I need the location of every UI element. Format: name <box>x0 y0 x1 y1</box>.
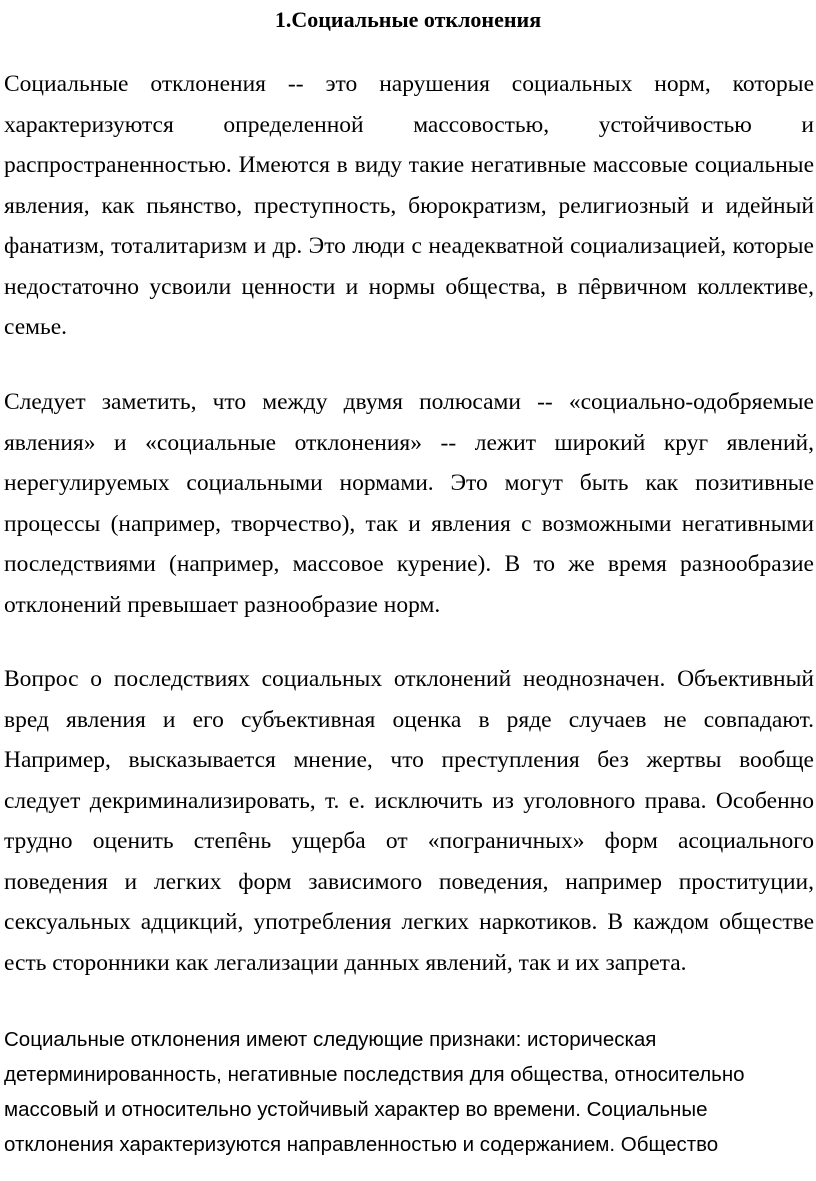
paragraph-consequences: Вопрос о последствиях социальных отклонений неоднозначен. Объективный вред явления и его субъективная оценка в ряде случаев не совпадают. Например, высказывается мнение, что преступления без жертвы вообще следует декриминализировать, т. е. исключить из уголовного права. Особенно трудно оценить степȇнь ущерба от «пограничных» форм асоциального поведения и легких форм зависимого поведения, например проституции, сексуальных адцикций, употребления легких наркотиков. В каждом обществе есть сторонники как легализации данных явлений, так и их запрета. <box>4 666 814 976</box>
paragraph-signs: Социальные отклонения имеют следующие признаки: историческая детерминированность, негативные последствия для общества, относительно массовый и относительно устойчивый характер во времени. Социальные отклонения характеризуются направленностью и содержанием. Общество <box>4 1028 745 1156</box>
paragraph-between-poles: Следует заметить, что между двумя полюсами -- «социально-одобряемые явления» и «социальные отклонения» -- лежит широкий круг явлений, нерегулируемых социальными нормами. Это могут быть как позитивные процессы (например, творчество), так и явления с возможными негативными последствиями (например, массовое курение). В то же время разнообразие отклонений превышает разнообразие норм. <box>4 389 814 618</box>
paragraph-definition: Социальные отклонения -- это нарушения социальных норм, которые характеризуются определенной массовостью, устойчивостью и распространенностью. Имеются в виду такие негативные массовые социальные явления, как пьянство, преступность, бюрократизм, религиозный и идейный фанатизм, тоталитаризм и др. Это люди с неадекватной социализацией, которые недостаточно усвоили ценности и нормы общества, в пȇрвичном коллективе, семье. <box>4 71 814 340</box>
document-title: 1.Социальные отклонения <box>274 7 542 32</box>
